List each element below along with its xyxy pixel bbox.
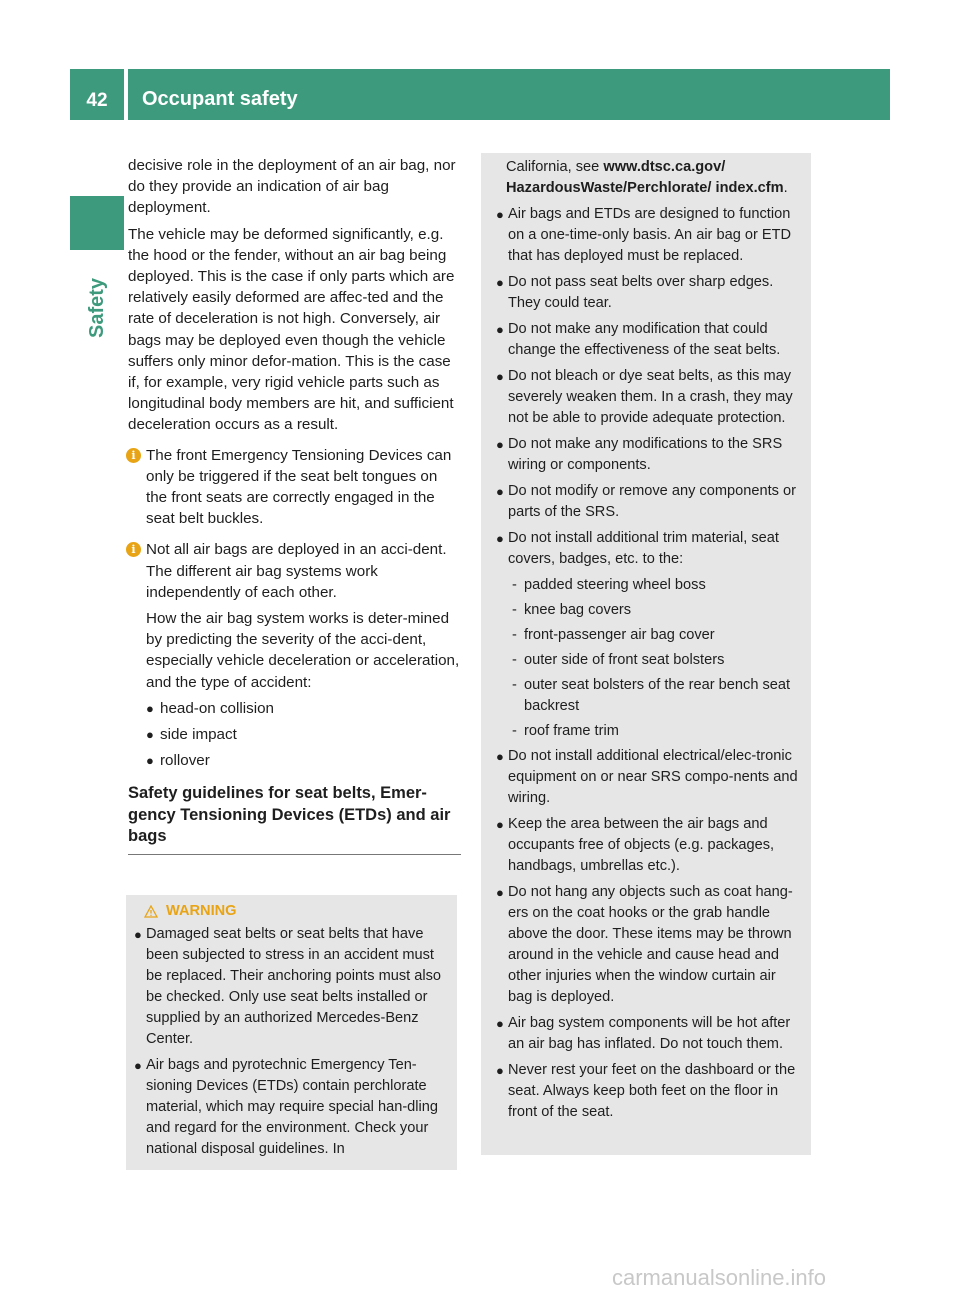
bullet-icon: ● xyxy=(496,207,504,222)
warning-box xyxy=(126,895,457,1170)
list-item: ● Damaged seat belts or seat belts that have been subjected to stress in an accident must be replaced. Their anchoring points must also be checked. Only use seat belts installed or supplied by an authorized Mercedes-Benz Center. xyxy=(134,926,442,1047)
dash-icon: - xyxy=(512,627,517,643)
list-item: ● Keep the area between the air bags and occupants free of objects (e.g. packages, handbags, umbrellas etc.). xyxy=(496,816,775,874)
warning-header xyxy=(144,901,450,922)
list-item: ● Air bags and pyrotechnic Emergency Ten-sioning Devices (ETDs) contain perchlorate material, which may require special han-dling and regard for the environment. Check your national disposal guidelines. In xyxy=(134,1057,439,1157)
list-item: ● Do not pass seat belts over sharp edges. They could tear. xyxy=(496,274,774,311)
section-label: Safety xyxy=(86,277,108,338)
sub-list-item: - roof frame trim xyxy=(498,721,804,742)
dash-icon: - xyxy=(512,652,517,668)
bullet-icon: ● xyxy=(496,484,504,499)
warning-icon xyxy=(144,905,158,918)
list-item: ● Do not install additional trim material, seat covers, badges, etc. to the: xyxy=(496,530,779,567)
section-heading: Safety guidelines for seat belts, Emer-gency Tensioning Devices (ETDs) and air bags xyxy=(128,784,451,846)
bullet-icon: ● xyxy=(146,727,154,743)
sub-list-item: - outer seat bolsters of the rear bench seat backrest xyxy=(512,677,791,714)
warning-continuation-box xyxy=(481,153,811,1155)
bullet-icon: ● xyxy=(146,753,154,769)
bullet-icon: ● xyxy=(496,749,504,764)
paragraph: decisive role in the deployment of an air bag, nor do they provide an indication of air bag deployment. xyxy=(128,157,456,217)
sub-list-item: - padded steering wheel boss xyxy=(498,575,804,596)
bullet-icon: ● xyxy=(496,369,504,384)
bullet-icon: ● xyxy=(134,1058,142,1073)
bullet-icon: ● xyxy=(496,531,504,546)
page-number: 42 xyxy=(70,69,124,120)
page-title: Occupant safety xyxy=(128,69,890,120)
sub-list-item: - knee bag covers xyxy=(498,600,804,621)
dash-icon: - xyxy=(512,577,517,593)
list-item: ● Do not bleach or dye seat belts, as this may severely weaken them. In a crash, they may not be able to provide adequate protection. xyxy=(496,368,793,426)
left-column xyxy=(128,155,461,855)
bullet-icon: ● xyxy=(496,275,504,290)
info-text: The front Emergency Tensioning Devices can only be triggered if the seat belt tongues on the front seats are correctly engaged in the seat belt buckles. xyxy=(146,446,452,528)
bullet-icon: ● xyxy=(496,1063,504,1078)
info-note xyxy=(128,445,461,530)
paragraph: The vehicle may be deformed significantly, e.g. the hood or the fender, without an air bag being deployed. This is the case if only parts which are relatively easily deformed are affec-ted and the rate of deceleration is not high. Conversely, air bags may be deployed even though the vehicle suffers only minor defor-mation. This is the case if, for example, very rigid vehicle parts such as longitudinal body members are hit, and sufficient deceleration occurs as a result. xyxy=(128,225,455,434)
list-item: ● Do not install additional electrical/elec-tronic equipment on or near SRS compo-nents and wiring. xyxy=(496,748,798,806)
link[interactable]: www.dtsc.ca.gov/ HazardousWaste/Perchlorate/ index.cfm xyxy=(506,159,784,196)
dash-icon: - xyxy=(512,602,517,618)
continued-text: California, see www.dtsc.ca.gov/ HazardousWaste/Perchlorate/ index.cfm. xyxy=(506,159,788,196)
bullet-icon: ● xyxy=(146,700,154,716)
bullet-icon: ● xyxy=(496,1016,504,1031)
list-item: ● Do not modify or remove any components or parts of the SRS. xyxy=(496,483,796,520)
bullet-icon: ● xyxy=(496,817,504,832)
section-tab-marker xyxy=(70,196,124,250)
sub-list-item: - front-passenger air bag cover xyxy=(498,625,804,646)
dash-icon: - xyxy=(512,723,517,739)
bullet-icon: ● xyxy=(496,322,504,337)
sub-list-item: - outer side of front seat bolsters xyxy=(498,650,804,671)
info-text: How the air bag system works is deter-mined by predicting the severity of the acci-dent, especially vehicle deceleration or acceleration, and the type of accident: xyxy=(146,610,460,691)
info-icon: i xyxy=(126,448,141,463)
divider xyxy=(128,854,461,855)
list-item: ● Do not make any modification that could change the effectiveness of the seat belts. xyxy=(496,321,781,358)
list-item: ● Do not hang any objects such as coat hang-ers on the coat hooks or the grab handle above the door. These items may be thrown around in the vehicle and cause head and other injuries when the window curtain air bag is deployed. xyxy=(496,884,793,1005)
list-item: ● head-on collision xyxy=(146,698,461,719)
watermark: carmanualsonline.info xyxy=(612,1265,827,1290)
info-note xyxy=(128,539,461,771)
bullet-icon: ● xyxy=(496,437,504,452)
info-icon: i xyxy=(126,542,141,557)
list-item: ● rollover xyxy=(146,750,461,771)
list-item: ● Never rest your feet on the dashboard or the seat. Always keep both feet on the floor in front of the seat. xyxy=(496,1062,796,1120)
info-text: Not all air bags are deployed in an acci-dent. The different air bag systems work independently of each other. xyxy=(146,541,447,601)
list-item: ● Do not make any modifications to the SRS wiring or components. xyxy=(496,436,783,473)
list-item: ● side impact xyxy=(146,724,461,745)
warning-title: WARNING xyxy=(166,903,237,919)
bullet-icon: ● xyxy=(134,927,142,942)
list-item: ● Air bag system components will be hot after an air bag has inflated. Do not touch them. xyxy=(496,1015,791,1052)
bullet-icon: ● xyxy=(496,885,504,900)
list-item: ● Air bags and ETDs are designed to function on a one-time-only basis. An air bag or ETD that has deployed must be replaced. xyxy=(496,206,792,264)
dash-icon: - xyxy=(512,677,517,693)
